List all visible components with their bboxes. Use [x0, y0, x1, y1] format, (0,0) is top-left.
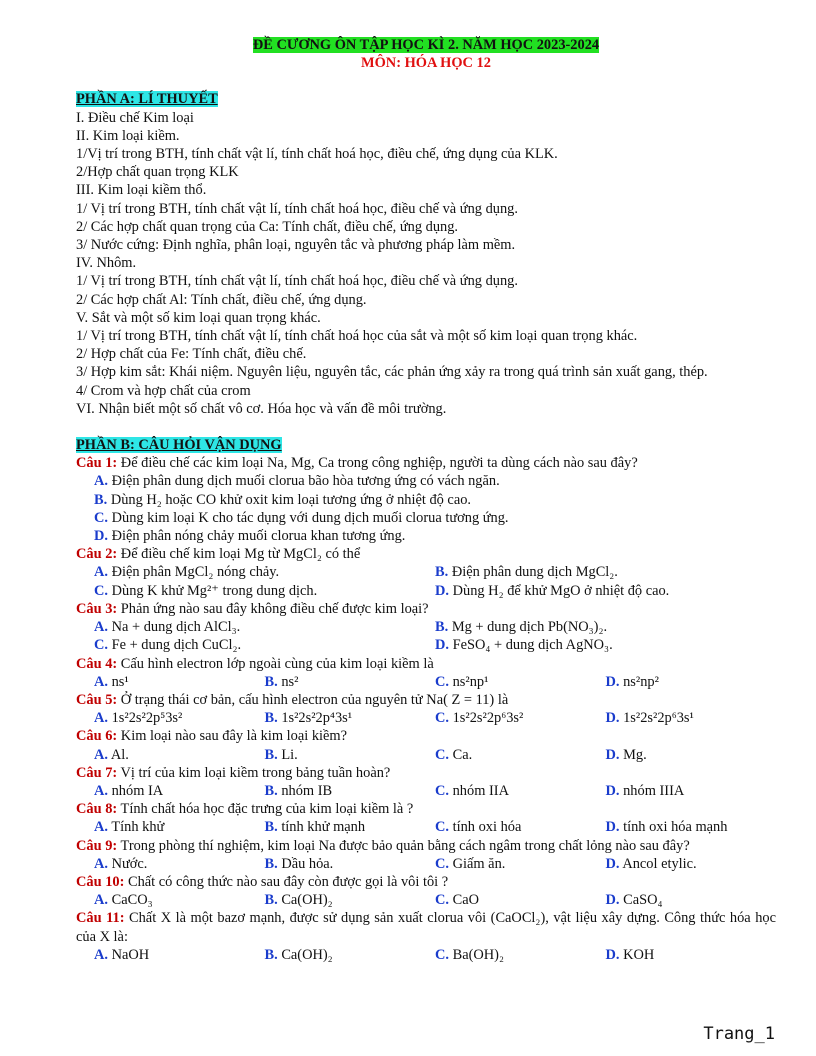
theory-line: 2/ Hợp chất của Fe: Tính chất, điều chế. [76, 346, 307, 363]
question-9 [76, 837, 776, 855]
option-text: Fe + dung dịch CuCl₂. [111, 637, 242, 654]
option-label: A. [94, 855, 108, 872]
option-text: Li. [281, 746, 298, 763]
theory-line: 4/ Crom và hợp chất của crom [76, 382, 251, 399]
option-text: tính oxi hóa mạnh [623, 819, 728, 836]
option-label: D. [605, 892, 620, 909]
theory-line: II. Kim loại kiềm. [76, 127, 180, 144]
theory-line: 2/ Các hợp chất quan trọng của Ca: Tính chất, điều chế, ứng dụng. [76, 218, 459, 235]
option-b [265, 673, 436, 691]
option-c [435, 818, 606, 836]
option-label: B. [264, 782, 278, 799]
option-text: Ba(OH)₂ [452, 946, 504, 963]
option-text: Ca(OH)₂ [281, 892, 333, 909]
option-label: C. [435, 782, 449, 799]
question-label: Câu 6: [76, 728, 118, 745]
option-label: B. [264, 819, 278, 836]
option-a [94, 946, 265, 964]
option-label: A. [94, 782, 108, 799]
option-d [606, 891, 777, 909]
options-row [76, 946, 776, 964]
option-text: FeSO₄ + dung dịch AgNO₃. [452, 637, 613, 654]
option-b [265, 891, 436, 909]
options-row [76, 818, 776, 836]
option-label: D. [605, 710, 620, 727]
option-text: nhóm IB [281, 782, 333, 799]
option-d [606, 746, 777, 764]
option-text: Điện phân dung dịch muối clorua bão hòa tương ứng có vách ngăn. [111, 473, 500, 490]
option-c [94, 582, 435, 600]
option-text: Mg + dung dịch Pb(NO₃)₂. [451, 619, 608, 636]
option-label: D. [605, 782, 620, 799]
option-text: CaSO₄ [623, 892, 663, 909]
question-label: Câu 10: [76, 873, 125, 890]
theory-line: IV. Nhôm. [76, 255, 137, 272]
option-d [435, 582, 776, 600]
option-d [606, 709, 777, 727]
question-text: Cấu hình electron lớp ngoài cùng của kim loại kiềm là [120, 655, 434, 672]
option-text: Dùng kim loại K cho tác dụng với dung dịch muối clorua tương ứng. [111, 509, 509, 526]
option-text: Al. [110, 746, 129, 763]
option-d [435, 636, 776, 654]
option-c [76, 509, 776, 527]
question-text: Tính chất hóa học đặc trưng của kim loại kiềm là ? [120, 801, 414, 818]
question-11 [76, 909, 776, 945]
option-label: B. [264, 892, 278, 909]
option-label: D. [605, 855, 620, 872]
question-text: Chất có công thức nào sau đây còn được gọi là vôi tôi ? [127, 873, 449, 890]
option-text: Na + dung dịch AlCl₃. [111, 619, 241, 636]
options-row [76, 782, 776, 800]
document-subtitle: MÔN: HÓA HỌC 12 [361, 55, 491, 72]
option-text: Dầu hỏa. [281, 855, 334, 872]
option-label: D. [605, 746, 620, 763]
option-text: Giấm ăn. [452, 855, 506, 872]
options-row [76, 746, 776, 764]
option-d [606, 818, 777, 836]
option-b [265, 818, 436, 836]
document-title: ĐỀ CƯƠNG ÔN TẬP HỌC KÌ 2. NĂM HỌC 2023-2024 [252, 37, 600, 53]
theory-line: III. Kim loại kiềm thổ. [76, 182, 207, 199]
option-label: B. [264, 855, 278, 872]
option-label: C. [435, 746, 449, 763]
option-a [94, 618, 435, 636]
option-text: CaO [452, 892, 479, 909]
page-number: Trang_1 [703, 1024, 775, 1044]
option-text: nhóm IA [111, 782, 164, 799]
option-text: NaOH [111, 946, 150, 963]
question-10 [76, 873, 776, 891]
question-5 [76, 691, 776, 709]
title-row [76, 36, 776, 54]
option-label: C. [435, 710, 449, 727]
question-text: Kim loại nào sau đây là kim loại kiềm? [120, 728, 347, 745]
option-text: tính khử mạnh [281, 819, 366, 836]
question-text: Ở trạng thái cơ bản, cấu hình electron của nguyên tử Na( Z = 11) là [120, 691, 509, 708]
option-a [94, 563, 435, 581]
option-label: C. [94, 582, 108, 599]
question-text: Trong phòng thí nghiệm, kim loại Na được bảo quản bằng cách ngâm trong chất lỏng nào sau đây? [120, 837, 690, 854]
option-label: B. [94, 491, 108, 508]
option-text: 1s²2s²2p⁶3s¹ [623, 710, 694, 727]
question-text: Để điều chế các kim loại Na, Mg, Ca trong công nghiệp, người ta dùng cách nào sau đây? [120, 455, 638, 472]
option-b [435, 563, 776, 581]
options-row [76, 618, 776, 636]
options-row [76, 582, 776, 600]
option-label: C. [94, 637, 108, 654]
option-text: 1s²2s²2p⁵3s² [111, 710, 183, 727]
option-d [606, 782, 777, 800]
option-d [76, 527, 776, 545]
option-label: C. [435, 946, 449, 963]
option-d [606, 673, 777, 691]
question-label: Câu 1: [76, 455, 118, 472]
option-label: D. [605, 819, 620, 836]
option-text: Điện phân nóng chảy muối clorua khan tương ứng. [111, 528, 406, 545]
option-label: D. [605, 673, 620, 690]
question-label: Câu 3: [76, 600, 118, 617]
question-text: Chất X là một bazơ mạnh, được sử dụng sản xuất clorua vôi (CaOCl₂), vật liệu xây dựng. Công thức hóa học của X là: [76, 910, 776, 945]
part-b-heading: PHẦN B: CÂU HỎI VẬN DỤNG [76, 437, 282, 454]
option-text: Ca(OH)₂ [281, 946, 333, 963]
option-label: C. [435, 892, 449, 909]
option-label: B. [264, 673, 278, 690]
option-b [435, 618, 776, 636]
option-label: D. [605, 946, 620, 963]
question-8 [76, 800, 776, 818]
question-label: Câu 4: [76, 655, 118, 672]
option-a [94, 818, 265, 836]
option-label: C. [435, 819, 449, 836]
theory-line: 1/Vị trí trong BTH, tính chất vật lí, tính chất hoá học, điều chế, ứng dụng của KLK. [76, 146, 558, 163]
question-label: Câu 9: [76, 837, 118, 854]
option-text: Điện phân MgCl₂ nóng chảy. [111, 564, 280, 581]
option-a [94, 891, 265, 909]
option-b [265, 746, 436, 764]
question-7 [76, 764, 776, 782]
option-label: A. [94, 946, 108, 963]
question-label: Câu 8: [76, 801, 118, 818]
option-label: A. [94, 746, 108, 763]
theory-line: VI. Nhận biết một số chất vô cơ. Hóa học và vấn đề môi trường. [76, 400, 447, 417]
option-text: Ca. [452, 746, 473, 763]
option-label: B. [264, 710, 278, 727]
option-text: ns²np² [623, 673, 659, 690]
question-text: Phản ứng nào sau đây không điều chế được kim loại? [120, 600, 429, 617]
question-text: Để điều chế kim loại Mg từ MgCl₂ có thể [120, 546, 361, 563]
option-text: Dùng H₂ hoặc CO khử oxit kim loại tương ứng ở nhiệt độ cao. [110, 491, 471, 508]
theory-line: 2/Hợp chất quan trọng KLK [76, 164, 239, 181]
question-3 [76, 600, 776, 618]
question-label: Câu 2: [76, 546, 118, 563]
option-c [435, 855, 606, 873]
question-1 [76, 454, 776, 472]
option-text: Điện phân dung dịch MgCl₂. [451, 564, 618, 581]
question-text: Vị trí của kim loại kiềm trong bảng tuần hoàn? [120, 764, 391, 781]
options-row [76, 855, 776, 873]
option-text: KOH [623, 946, 655, 963]
theory-line: I. Điều chế Kim loại [76, 109, 194, 126]
option-label: B. [435, 619, 449, 636]
option-label: A. [94, 819, 108, 836]
theory-line: 2/ Các hợp chất Al: Tính chất, điều chế, ứng dụng. [76, 291, 367, 308]
option-c [435, 891, 606, 909]
option-text: Dùng H₂ để khử MgO ở nhiệt độ cao. [452, 582, 670, 599]
option-b [76, 491, 776, 509]
option-c [435, 709, 606, 727]
option-a [76, 472, 776, 490]
question-4 [76, 655, 776, 673]
theory-line: 3/ Nước cứng: Định nghĩa, phân loại, nguyên tắc và phương pháp làm mềm. [76, 237, 516, 254]
option-text: ns¹ [111, 673, 129, 690]
option-b [265, 946, 436, 964]
theory-line: 1/ Vị trí trong BTH, tính chất vật lí, tính chất hoá học, điều chế và ứng dụng. [76, 273, 518, 290]
option-d [606, 946, 777, 964]
option-text: Mg. [623, 746, 647, 763]
option-label: D. [435, 582, 449, 599]
option-text: Dùng K khử Mg²⁺ trong dung dịch. [111, 582, 318, 599]
part-a-heading-row [76, 90, 776, 108]
option-text: Ancol etylic. [622, 855, 697, 872]
option-label: D. [94, 528, 108, 545]
option-a [94, 782, 265, 800]
option-a [94, 709, 265, 727]
question-label: Câu 7: [76, 764, 118, 781]
option-a [94, 746, 265, 764]
option-label: A. [94, 673, 108, 690]
document-page [76, 36, 776, 964]
option-label: C. [435, 855, 449, 872]
option-text: nhóm IIA [452, 782, 509, 799]
option-c [435, 746, 606, 764]
theory-line: V. Sắt và một số kim loại quan trọng khác. [76, 309, 321, 326]
theory-line: 1/ Vị trí trong BTH, tính chất vật lí, tính chất hoá học, điều chế và ứng dụng. [76, 200, 518, 217]
part-a-heading: PHẦN A: LÍ THUYẾT [76, 91, 218, 108]
option-text: Nước. [111, 855, 148, 872]
option-label: B. [264, 946, 278, 963]
option-label: A. [94, 892, 108, 909]
option-c [94, 636, 435, 654]
theory-line: 3/ Hợp kim sắt: Khái niệm. Nguyên liệu, nguyên tắc, các phản ứng xảy ra trong quá trình sản xuất gang, thép. [76, 364, 708, 381]
question-6 [76, 727, 776, 745]
option-label: D. [435, 637, 449, 654]
question-label: Câu 5: [76, 691, 118, 708]
option-text: CaCO₃ [111, 892, 153, 909]
options-row [76, 891, 776, 909]
question-2 [76, 545, 776, 563]
option-text: ns² [281, 673, 299, 690]
option-text: 1s²2s²2p⁴3s¹ [281, 710, 353, 727]
option-text: tính oxi hóa [452, 819, 522, 836]
option-label: C. [435, 673, 449, 690]
option-label: A. [94, 473, 108, 490]
option-c [435, 782, 606, 800]
option-label: B. [264, 746, 278, 763]
option-c [435, 946, 606, 964]
option-label: C. [94, 509, 108, 526]
option-label: A. [94, 564, 108, 581]
option-label: B. [435, 564, 449, 581]
option-text: 1s²2s²2p⁶3s² [452, 710, 524, 727]
option-text: ns²np¹ [452, 673, 489, 690]
option-a [94, 673, 265, 691]
options-row [76, 563, 776, 581]
option-b [265, 782, 436, 800]
option-text: nhóm IIIA [623, 782, 685, 799]
option-a [94, 855, 265, 873]
option-c [435, 673, 606, 691]
options-row [76, 673, 776, 691]
option-text: Tính khử [111, 819, 165, 836]
options-row [76, 709, 776, 727]
option-label: A. [94, 619, 108, 636]
question-label: Câu 11: [76, 910, 125, 927]
option-label: A. [94, 710, 108, 727]
options-row [76, 636, 776, 654]
theory-line: 1/ Vị trí trong BTH, tính chất vật lí, tính chất hoá học của sắt và một số kim loại quan trọng khác. [76, 328, 638, 345]
option-d [606, 855, 777, 873]
option-b [265, 855, 436, 873]
part-b-heading-row [76, 436, 776, 454]
option-b [265, 709, 436, 727]
